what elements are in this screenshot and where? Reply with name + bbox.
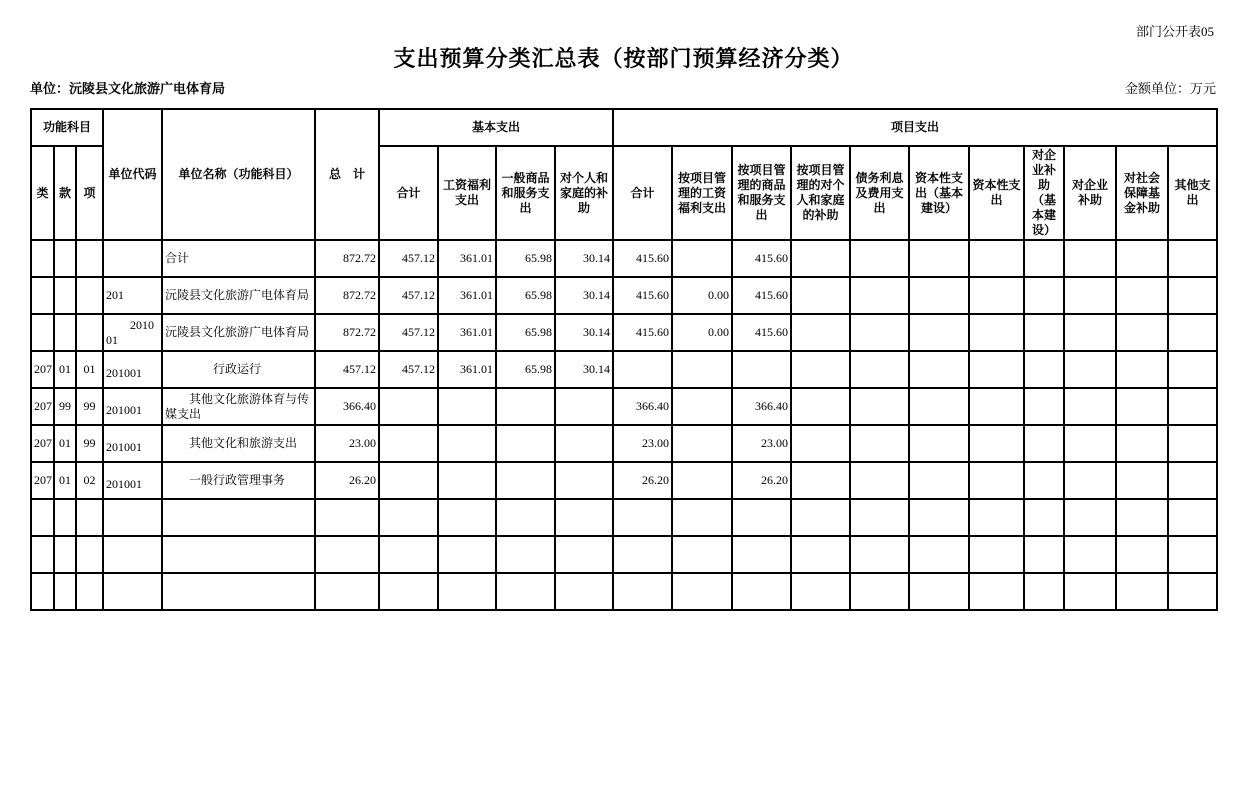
cell-proj-enterprise [1064,462,1116,499]
cell-unit-name: 合计 [162,240,315,277]
cell-basic-individual [555,573,613,610]
cell-unit-code [103,240,162,277]
cell-basic-individual: 30.14 [555,277,613,314]
cell-proj-capital [969,314,1024,351]
cell-proj-enterprise [1064,351,1116,388]
cell-func-class [31,573,54,610]
cell-proj-debt-interest [850,314,909,351]
cell-basic-total: 457.12 [379,314,438,351]
cell-total: 872.72 [315,277,379,314]
cell-proj-social-security [1116,462,1168,499]
cell-proj-other [1168,499,1217,536]
cell-total: 366.40 [315,388,379,425]
cell-basic-wage [438,573,496,610]
cell-proj-enterprise [1064,425,1116,462]
cell-proj-goods: 415.60 [732,277,791,314]
header-basic-individual: 对个人和家庭的补助 [555,146,613,240]
cell-proj-total: 366.40 [613,388,672,425]
cell-proj-social-security [1116,573,1168,610]
cell-func-class: 207 [31,388,54,425]
cell-unit-name: 沅陵县文化旅游广电体育局 [162,314,315,351]
cell-unit-code [103,499,162,536]
cell-proj-enterprise-capex [1024,240,1064,277]
cell-basic-total [379,388,438,425]
cell-total: 26.20 [315,462,379,499]
cell-func-section [54,240,76,277]
cell-proj-goods [732,351,791,388]
cell-unit-code: 201 [103,277,162,314]
meta-row [30,78,1216,97]
table-row [31,388,1217,425]
cell-proj-total [613,499,672,536]
header-basic-total: 合计 [379,146,438,240]
cell-proj-enterprise-capex [1024,351,1064,388]
cell-basic-individual [555,425,613,462]
page-title: 支出预算分类汇总表（按部门预算经济分类） [393,46,854,71]
cell-proj-enterprise-capex [1024,314,1064,351]
cell-total: 872.72 [315,314,379,351]
cell-basic-wage [438,462,496,499]
cell-unit-name: 行政运行 [162,351,315,388]
cell-proj-individual [791,462,850,499]
cell-proj-total [613,573,672,610]
cell-unit-code [103,573,162,610]
cell-basic-individual: 30.14 [555,314,613,351]
cell-func-class [31,536,54,573]
cell-unit-name [162,499,315,536]
cell-func-class [31,240,54,277]
table-row [31,536,1217,573]
cell-basic-wage: 361.01 [438,314,496,351]
cell-proj-wage [672,240,732,277]
cell-proj-wage: 0.00 [672,314,732,351]
cell-unit-code: 201001 [103,425,162,462]
cell-proj-goods [732,573,791,610]
cell-unit-code: 201001 [103,314,162,351]
cell-basic-total: 457.12 [379,277,438,314]
cell-proj-wage: 0.00 [672,277,732,314]
cell-func-class [31,277,54,314]
cell-unit-code: 201001 [103,351,162,388]
header-basic-group: 基本支出 [379,109,613,146]
cell-proj-individual [791,499,850,536]
cell-basic-wage [438,536,496,573]
cell-func-class: 207 [31,351,54,388]
cell-proj-capital-capex [909,425,969,462]
cell-basic-wage [438,388,496,425]
cell-basic-goods: 65.98 [496,277,555,314]
cell-proj-goods [732,499,791,536]
cell-func-class: 207 [31,425,54,462]
cell-proj-debt-interest [850,499,909,536]
cell-unit-name: 其他文化和旅游支出 [162,425,315,462]
cell-proj-capital [969,240,1024,277]
unit-label: 单位：沅陵县文化旅游广电体育局 [30,81,226,96]
cell-proj-social-security [1116,351,1168,388]
table-row [31,314,1217,351]
cell-proj-debt-interest [850,277,909,314]
cell-proj-individual [791,240,850,277]
header-proj-enterprise: 对企业补助 [1064,146,1116,240]
cell-func-section: 01 [54,351,76,388]
cell-proj-capital-capex [909,536,969,573]
cell-proj-capital-capex [909,573,969,610]
cell-func-section: 99 [54,388,76,425]
cell-func-item: 99 [76,425,103,462]
cell-proj-enterprise [1064,314,1116,351]
cell-proj-debt-interest [850,388,909,425]
header-func-group: 功能科目 [31,109,103,146]
cell-proj-capital-capex [909,314,969,351]
cell-proj-other [1168,277,1217,314]
cell-proj-total [613,536,672,573]
cell-func-section: 01 [54,462,76,499]
cell-proj-capital [969,277,1024,314]
cell-basic-goods [496,499,555,536]
header-proj-individual: 按项目管理的对个人和家庭的补助 [791,146,850,240]
cell-proj-wage [672,351,732,388]
header-proj-capital: 资本性支出 [969,146,1024,240]
cell-func-item [76,314,103,351]
cell-proj-wage [672,388,732,425]
table-row [31,425,1217,462]
cell-basic-total: 457.12 [379,240,438,277]
cell-proj-enterprise [1064,388,1116,425]
cell-proj-capital [969,462,1024,499]
cell-unit-code: 201001 [103,388,162,425]
cell-proj-goods: 23.00 [732,425,791,462]
cell-proj-wage [672,425,732,462]
cell-unit-name: 一般行政管理事务 [162,462,315,499]
table-row [31,573,1217,610]
cell-proj-wage [672,573,732,610]
header-proj-wage: 按项目管理的工资福利支出 [672,146,732,240]
cell-proj-debt-interest [850,351,909,388]
cell-proj-goods: 366.40 [732,388,791,425]
cell-basic-individual: 30.14 [555,351,613,388]
cell-unit-name [162,536,315,573]
cell-basic-total [379,462,438,499]
cell-proj-capital [969,573,1024,610]
cell-proj-other [1168,351,1217,388]
cell-proj-debt-interest [850,573,909,610]
cell-basic-total [379,536,438,573]
cell-proj-wage [672,499,732,536]
cell-proj-enterprise-capex [1024,277,1064,314]
cell-basic-goods [496,536,555,573]
cell-proj-total: 23.00 [613,425,672,462]
cell-proj-enterprise [1064,536,1116,573]
cell-unit-name: 沅陵县文化旅游广电体育局 [162,277,315,314]
cell-proj-individual [791,314,850,351]
cell-basic-total [379,499,438,536]
cell-proj-capital [969,351,1024,388]
cell-proj-social-security [1116,277,1168,314]
table-row [31,240,1217,277]
cell-func-class: 207 [31,462,54,499]
cell-proj-capital-capex [909,240,969,277]
cell-proj-social-security [1116,425,1168,462]
cell-basic-goods: 65.98 [496,351,555,388]
cell-total [315,499,379,536]
header-basic-goods: 一般商品和服务支出 [496,146,555,240]
cell-basic-wage [438,499,496,536]
cell-proj-individual [791,277,850,314]
cell-proj-individual [791,536,850,573]
header-func-section: 款 [54,146,76,240]
header-proj-social-security: 对社会保障基金补助 [1116,146,1168,240]
cell-basic-goods [496,425,555,462]
cell-unit-code: 201001 [103,462,162,499]
cell-proj-total: 415.60 [613,277,672,314]
cell-basic-wage: 361.01 [438,277,496,314]
budget-table [30,108,1218,611]
cell-basic-goods [496,388,555,425]
cell-proj-other [1168,240,1217,277]
cell-func-section [54,499,76,536]
header-func-item: 项 [76,146,103,240]
table-row [31,499,1217,536]
cell-func-item [76,499,103,536]
cell-proj-other [1168,388,1217,425]
header-project-group: 项目支出 [613,109,1217,146]
doc-number: 部门公开表05 [1135,24,1214,39]
cell-proj-total: 26.20 [613,462,672,499]
cell-proj-total [613,351,672,388]
cell-unit-name: 其他文化旅游体育与传媒支出 [162,388,315,425]
header-func-class: 类 [31,146,54,240]
cell-basic-total [379,425,438,462]
cell-proj-individual [791,351,850,388]
header-proj-other: 其他支出 [1168,146,1217,240]
cell-proj-social-security [1116,499,1168,536]
cell-func-item [76,240,103,277]
cell-func-class [31,499,54,536]
cell-total [315,536,379,573]
cell-proj-enterprise [1064,499,1116,536]
cell-basic-total: 457.12 [379,351,438,388]
cell-proj-social-security [1116,536,1168,573]
cell-basic-individual [555,536,613,573]
cell-basic-goods [496,462,555,499]
cell-proj-wage [672,462,732,499]
cell-proj-debt-interest [850,425,909,462]
header-total: 总 计 [315,109,379,240]
table-body [31,240,1217,610]
header-proj-debt-interest: 债务利息及费用支出 [850,146,909,240]
cell-proj-capital-capex [909,277,969,314]
table-row [31,351,1217,388]
table-row [31,462,1217,499]
cell-proj-capital-capex [909,462,969,499]
header-proj-total: 合计 [613,146,672,240]
cell-func-item: 02 [76,462,103,499]
cell-proj-social-security [1116,314,1168,351]
cell-proj-total: 415.60 [613,240,672,277]
cell-func-section: 01 [54,425,76,462]
cell-proj-individual [791,388,850,425]
cell-unit-name [162,573,315,610]
cell-total [315,573,379,610]
cell-total: 872.72 [315,240,379,277]
cell-proj-other [1168,536,1217,573]
cell-func-item: 99 [76,388,103,425]
cell-proj-wage [672,536,732,573]
cell-func-section [54,536,76,573]
header-unit-code: 单位代码 [103,109,162,240]
cell-proj-other [1168,425,1217,462]
cell-basic-individual [555,499,613,536]
cell-basic-individual: 30.14 [555,240,613,277]
cell-proj-debt-interest [850,462,909,499]
cell-basic-goods [496,573,555,610]
cell-proj-enterprise [1064,573,1116,610]
cell-proj-enterprise-capex [1024,499,1064,536]
header-proj-capital-capex: 资本性支出（基本建设） [909,146,969,240]
cell-proj-enterprise-capex [1024,425,1064,462]
cell-proj-enterprise-capex [1024,573,1064,610]
cell-basic-individual [555,462,613,499]
cell-proj-goods: 415.60 [732,240,791,277]
cell-proj-other [1168,314,1217,351]
cell-basic-goods: 65.98 [496,314,555,351]
cell-proj-debt-interest [850,536,909,573]
cell-func-item [76,536,103,573]
cell-proj-enterprise-capex [1024,536,1064,573]
cell-proj-enterprise [1064,240,1116,277]
cell-basic-goods: 65.98 [496,240,555,277]
header-proj-enterprise-capex: 对企业补助（基本建设） [1024,146,1064,240]
cell-proj-capital [969,499,1024,536]
cell-proj-goods: 415.60 [732,314,791,351]
cell-basic-individual [555,388,613,425]
cell-proj-enterprise [1064,277,1116,314]
cell-basic-wage: 361.01 [438,351,496,388]
cell-total: 457.12 [315,351,379,388]
cell-proj-enterprise-capex [1024,388,1064,425]
cell-proj-capital-capex [909,351,969,388]
cell-proj-individual [791,573,850,610]
header-basic-wage: 工资福利支出 [438,146,496,240]
cell-proj-social-security [1116,388,1168,425]
cell-func-section [54,573,76,610]
cell-func-item: 01 [76,351,103,388]
cell-proj-total: 415.60 [613,314,672,351]
cell-proj-capital-capex [909,499,969,536]
cell-proj-other [1168,462,1217,499]
cell-basic-wage: 361.01 [438,240,496,277]
cell-proj-other [1168,573,1217,610]
cell-basic-wage [438,425,496,462]
cell-func-section [54,277,76,314]
cell-proj-capital-capex [909,388,969,425]
header-proj-goods: 按项目管理的商品和服务支出 [732,146,791,240]
cell-func-class [31,314,54,351]
header-unit-name: 单位名称（功能科目） [162,109,315,240]
cell-proj-individual [791,425,850,462]
cell-proj-goods [732,536,791,573]
cell-func-section [54,314,76,351]
table-row [31,277,1217,314]
cell-unit-code [103,536,162,573]
cell-proj-social-security [1116,240,1168,277]
cell-proj-debt-interest [850,240,909,277]
cell-func-item [76,277,103,314]
cell-total: 23.00 [315,425,379,462]
cell-func-item [76,573,103,610]
cell-proj-capital [969,536,1024,573]
cell-proj-enterprise-capex [1024,462,1064,499]
cell-proj-capital [969,388,1024,425]
amount-unit-label: 金额单位：万元 [1124,81,1216,96]
cell-proj-goods: 26.20 [732,462,791,499]
cell-proj-capital [969,425,1024,462]
cell-basic-total [379,573,438,610]
